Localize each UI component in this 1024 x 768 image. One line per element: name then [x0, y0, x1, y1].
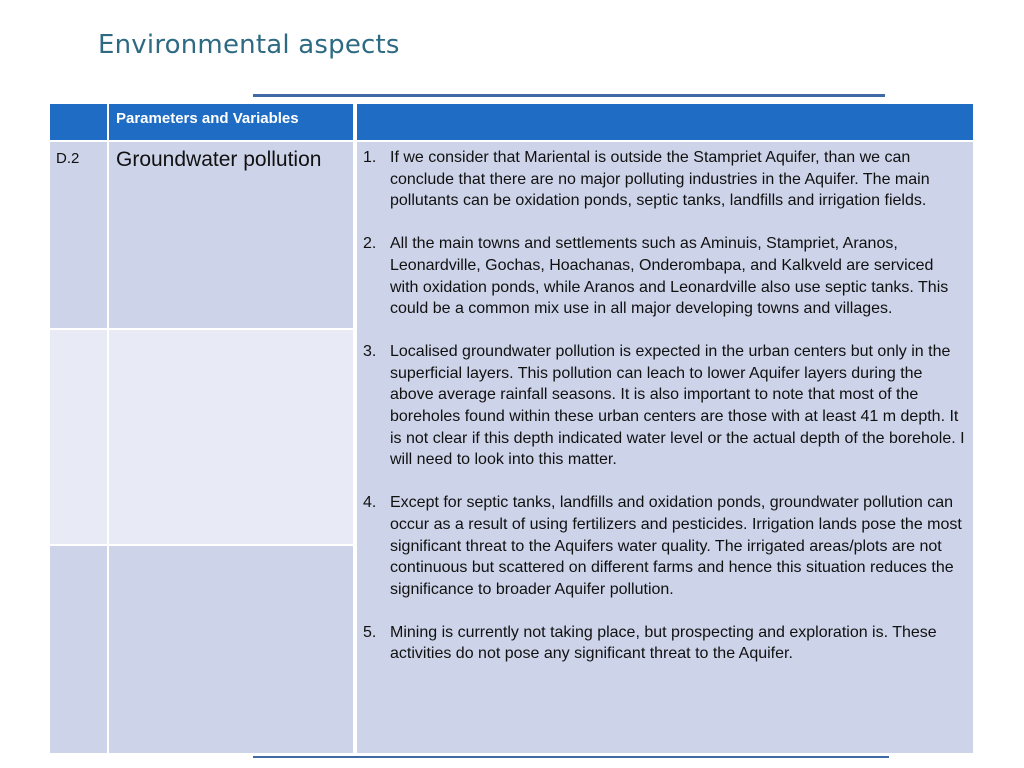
list-item-number: 3. — [363, 342, 377, 360]
list-item — [357, 233, 965, 320]
header-cell-code — [50, 104, 107, 140]
list-item-number: 1. — [363, 149, 377, 166]
code-cell-band — [50, 330, 107, 544]
list-item-text: If we consider that Mariental is outside the Stampriet Aquifer, than we can conclude that there are no major polluting industries in the Aquifer. The main pollutants can be oxidation ponds, septic tanks, landfills and irrigation fields. — [390, 149, 930, 210]
parameter-cell-band — [109, 330, 353, 544]
parameter-cell-band — [109, 546, 353, 753]
list-item-text: Mining is currently not taking place, but prospecting and exploration is. These activities do not pose any significant threat to the Aquifer. — [390, 623, 937, 663]
title-divider — [253, 94, 885, 97]
list-item-text: Except for septic tanks, landfills and oxidation ponds, groundwater pollution can occur as a result of using fertilizers and pesticides. Irrigation lands pose the most significant threat to the Aquifers water quality. The irrigated areas/plots are not continuous but scattered on different farms and hence this situation reduces the significance to broader Aquifer pollution. — [390, 494, 962, 598]
list-item-text: All the main towns and settlements such as Aminuis, Stampriet, Aranos, Leonardville, Gochas, Hoachanas, Onderombapa, and Kalkveld are serviced with oxidation ponds, while Aranos and Leonardville also use septic tanks. This could be a common mix use in all major developing towns and villages. — [390, 235, 949, 318]
list-item-text: Localised groundwater pollution is expected in the urban centers but only in the superficial layers. This pollution can leach to lower Aquifer layers during the above average rainfall seasons. It is also important to note that most of the boreholes found within these urban centers are those with at least 41 m depth. It is not clear if this depth indicated water level or the actual depth of the borehole. I will need to look into this matter. — [390, 342, 965, 469]
row-parameter: Groundwater pollution — [116, 148, 322, 171]
code-cell-band — [50, 546, 107, 753]
list-item-number: 2. — [363, 235, 377, 253]
code-cell — [50, 142, 107, 328]
list-item — [357, 147, 965, 212]
list-item — [357, 492, 965, 601]
list-item — [357, 341, 965, 471]
notes-cell — [357, 142, 973, 753]
notes-list — [357, 147, 965, 686]
header-cell-parameters — [109, 104, 353, 140]
header-cell-notes — [357, 104, 973, 140]
footer-divider — [253, 756, 889, 758]
list-item-number: 4. — [363, 494, 377, 512]
slide-title: Environmental aspects — [98, 30, 400, 60]
list-item — [357, 622, 965, 665]
list-item-number: 5. — [363, 623, 377, 641]
row-code: D.2 — [56, 150, 80, 167]
parameter-cell — [109, 142, 353, 328]
header-parameters-label: Parameters and Variables — [116, 110, 299, 127]
